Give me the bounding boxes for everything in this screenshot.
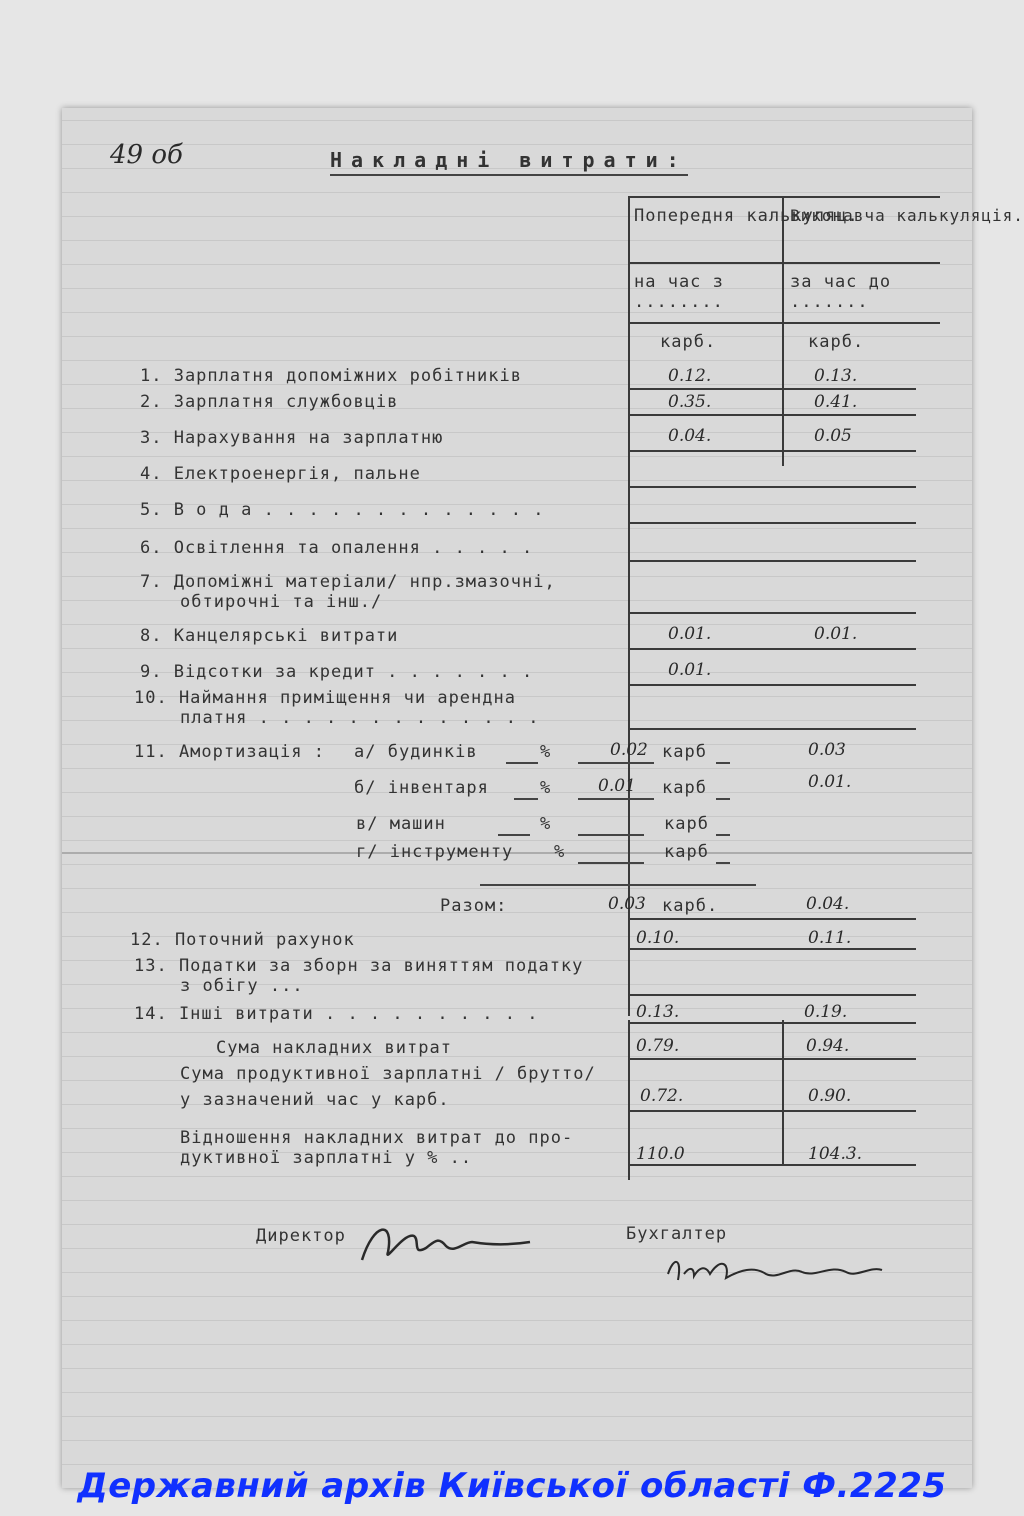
column-header-2: Виконавча калькуляція. <box>790 206 1024 225</box>
item-value-prelim: 0.01. <box>668 624 712 644</box>
percent-sign: % <box>540 814 552 834</box>
blank-line <box>506 762 538 764</box>
row-line <box>628 1110 916 1112</box>
blank-line <box>578 762 654 764</box>
table-header-line <box>628 262 940 264</box>
blank-line <box>578 798 654 800</box>
fold-line <box>62 852 972 854</box>
item-label: 3. Нарахування на зарплатню <box>140 428 444 448</box>
blank-line <box>716 834 730 836</box>
column-divider-left-bottom <box>628 1020 630 1180</box>
percent-sign: % <box>540 742 552 762</box>
row-line <box>628 918 916 920</box>
item-value-prelim: 0.01. <box>668 660 712 680</box>
amortization-unit: карб <box>662 778 707 798</box>
item-label-continued: платня . . . . . . . . . . . . . <box>180 708 540 728</box>
percent-sign: % <box>554 842 566 862</box>
accountant-label: Бухгалтер <box>626 1224 728 1244</box>
document-title: Накладні витрати: <box>330 148 688 176</box>
blank-line <box>716 862 730 864</box>
ratio-prelim: 110.0 <box>636 1144 685 1164</box>
item-label: 5. В о д а . . . . . . . . . . . . . <box>140 500 545 520</box>
row-line <box>628 486 916 488</box>
sum-wages-actual: 0.90. <box>808 1086 852 1106</box>
row-line <box>628 684 916 686</box>
item-label: 14. Інші витрати . . . . . . . . . . <box>134 1004 539 1024</box>
item-label: 9. Відсотки за кредит . . . . . . . <box>140 662 534 682</box>
ratio-label: Відношення накладних витрат до про- <box>180 1128 574 1148</box>
amortization-sub: в/ машин <box>356 814 446 834</box>
column-sub-2: за час до ....... <box>790 272 892 312</box>
amortization-value-actual: 0.01. <box>808 772 852 792</box>
item-label: 12. Поточний рахунок <box>130 930 355 950</box>
row-line <box>628 994 916 996</box>
item-value-actual: 0.41. <box>814 392 858 412</box>
item-value-actual: 0.01. <box>814 624 858 644</box>
total-label: Разом: <box>440 896 508 916</box>
sum-overhead-prelim: 0.79. <box>636 1036 680 1056</box>
blank-line <box>716 798 730 800</box>
director-signature <box>354 1212 544 1272</box>
item-value-actual: 0.05 <box>814 426 852 446</box>
item-value-prelim: 0.35. <box>668 392 712 412</box>
row-line <box>628 388 916 390</box>
column-divider-middle <box>782 196 784 466</box>
row-line <box>628 948 916 950</box>
row-line <box>628 612 916 614</box>
item-label-continued: обтирочні та інш./ <box>180 592 383 612</box>
item-label: 10. Наймання приміщення чи арендна <box>134 688 516 708</box>
sum-wages-prelim: 0.72. <box>640 1086 684 1106</box>
blank-line <box>498 834 530 836</box>
amortization-sub: а/ будинків <box>354 742 478 762</box>
row-line <box>628 414 916 416</box>
total-value-actual: 0.04. <box>806 894 850 914</box>
column-divider-left <box>628 196 630 1016</box>
sum-wages-label-continued: у зазначений час у карб. <box>180 1090 450 1110</box>
sum-wages-label: Сума продуктивної зарплатні / брутто/ <box>180 1064 596 1084</box>
sum-overhead-actual: 0.94. <box>806 1036 850 1056</box>
total-rule <box>480 884 756 886</box>
row-line <box>628 728 916 730</box>
item-value-prelim: 0.04. <box>668 426 712 446</box>
total-unit: карб. <box>662 896 719 916</box>
amortization-unit: карб <box>664 842 709 862</box>
item-value-actual: 0.11. <box>808 928 852 948</box>
amortization-sub: г/ інструменту <box>356 842 514 862</box>
item-label: 7. Допоміжні матеріали/ нпр.змазочні, <box>140 572 556 592</box>
column-unit-1: карб. <box>660 332 717 352</box>
item-value-actual: 0.13. <box>814 366 858 386</box>
amortization-value-prelim: 0.01 <box>598 776 636 796</box>
ratio-label-continued: дуктивної зарплатні у % .. <box>180 1148 473 1168</box>
row-line <box>628 1022 916 1024</box>
column-header-1: Попередня калькуляц. <box>634 206 859 226</box>
item-value-prelim: 0.13. <box>636 1002 680 1022</box>
item-value-actual: 0.19. <box>804 1002 848 1022</box>
director-label: Директор <box>256 1226 346 1246</box>
item-label: 13. Податки за зборн за виняттям податку <box>134 956 584 976</box>
item-label-continued: з обігу ... <box>180 976 304 996</box>
ratio-actual: 104.3. <box>808 1144 863 1164</box>
blank-line <box>514 798 538 800</box>
blank-line <box>716 762 730 764</box>
archive-caption: Державний архів Київської області Ф.2225 <box>77 1466 947 1506</box>
item-label: 6. Освітлення та опалення . . . . . <box>140 538 534 558</box>
item-label: 1. Зарплатня допоміжних робітників <box>140 366 522 386</box>
page-number: 49 об <box>110 140 183 170</box>
column-sub-1: на час з ........ <box>634 272 724 312</box>
accountant-signature <box>660 1244 890 1294</box>
table-subheader-line <box>628 322 940 324</box>
amortization-unit: карб <box>662 742 707 762</box>
column-divider-middle-bottom <box>782 1020 784 1165</box>
item-value-prelim: 0.10. <box>636 928 680 948</box>
row-line <box>628 1058 916 1060</box>
item-label: 8. Канцелярські витрати <box>140 626 399 646</box>
amortization-sub: б/ інвентаря <box>354 778 489 798</box>
item-label: 2. Зарплатня службовців <box>140 392 399 412</box>
amortization-label: 11. Амортизація : <box>134 742 325 762</box>
blank-line <box>578 834 644 836</box>
column-unit-2: карб. <box>808 332 865 352</box>
item-value-prelim: 0.12. <box>668 366 712 386</box>
amortization-unit: карб <box>664 814 709 834</box>
item-label: 4. Електроенергія, пальне <box>140 464 421 484</box>
sum-overhead-label: Сума накладних витрат <box>216 1038 452 1058</box>
amortization-value-actual: 0.03 <box>808 740 846 760</box>
total-value-prelim: 0.03 <box>608 894 646 914</box>
table-top-line <box>628 196 940 198</box>
amortization-value-prelim: 0.02 <box>610 740 648 760</box>
percent-sign: % <box>540 778 552 798</box>
blank-line <box>578 862 644 864</box>
row-line <box>628 648 916 650</box>
row-line <box>628 450 916 452</box>
row-line <box>628 1164 916 1166</box>
row-line <box>628 560 916 562</box>
row-line <box>628 522 916 524</box>
